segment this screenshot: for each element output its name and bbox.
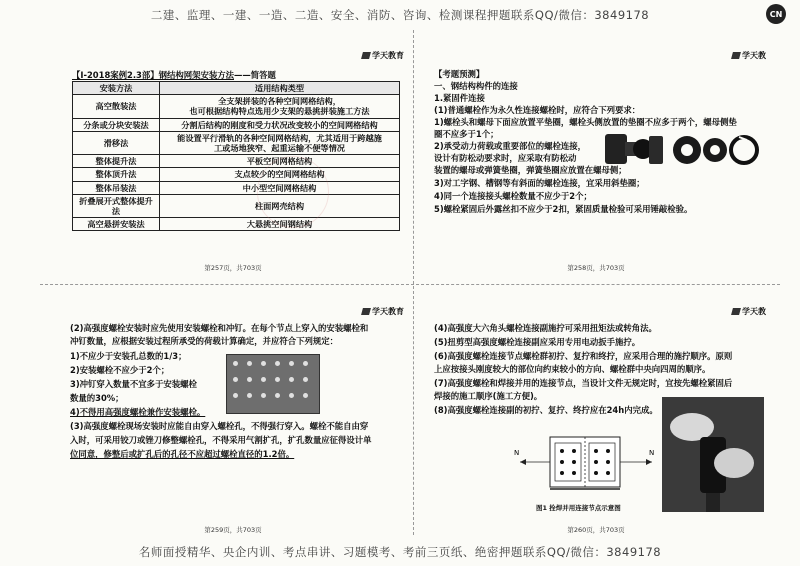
bottom-banner-text: 名师面授精华、央企内训、考点串讲、习题模考、考前三页纸、绝密押题联系QQ/微信：3849178: [138, 545, 662, 559]
brand-mark-icon: [731, 308, 741, 315]
watermark-stamp: [257, 156, 329, 228]
cell-structure: 支点较少的空间网格结构: [160, 168, 400, 181]
bolt-hole: [247, 361, 252, 366]
text-line: 装置的螺母或弹簧垫圈，弹簧垫圈应放置在螺母侧；: [434, 165, 627, 175]
text-line: 1)螺栓头和螺母下面应放置平垫圈，螺栓头侧放置的垫圈不应多于两个，螺母侧垫: [434, 117, 737, 127]
bolt-hole: [233, 377, 238, 382]
bolt-hole: [303, 361, 308, 366]
cell-structure: 能设置平行滑轨的各种空间网格结构，尤其适用于跨越施 工或场地狭窄、起重运输不便等情况: [160, 131, 400, 154]
bottom-banner: [0, 540, 800, 564]
install-method-table: [72, 81, 400, 231]
bolt-hole: [233, 393, 238, 398]
bolt-hole: [261, 393, 266, 398]
brand-mark-icon: [361, 52, 371, 59]
brand-logo: [362, 306, 404, 318]
cell-method: 高空散装法: [73, 95, 160, 118]
force-label-left: N: [514, 449, 520, 457]
text-line: 4)不得用高强度螺栓兼作安装螺栓。: [70, 407, 206, 417]
cell-structure: 全支架拼装的各种空间网格结构， 也可根据结构特点选用少支架的悬挑拼装施工方法: [160, 95, 400, 118]
text-line: 冲钉数量，应根据安装过程所承受的荷载计算确定，并应符合下列规定：: [70, 336, 338, 346]
text-line: (5)扭剪型高强度螺栓连接副应采用专用电动扳手施拧。: [434, 337, 641, 347]
table-row: [73, 118, 400, 131]
text-line: (3)高强度螺栓现场安装时应能自由穿入螺栓孔，不得强行穿入。螺栓不能自由穿: [70, 421, 369, 431]
spring-washer-icon: [731, 137, 757, 163]
brand-logo: [732, 50, 766, 62]
bolt-hole: [289, 377, 294, 382]
text-line: 设计有防松动要求时，应采取有防松动: [434, 153, 577, 163]
vertical-divider: [413, 30, 414, 535]
brand-name: 学天教: [742, 51, 766, 60]
table-row: [73, 218, 400, 231]
cell-method: 整体吊装法: [73, 181, 160, 194]
text-line: (1)普通螺栓作为永久性连接螺栓时，应符合下列要求：: [434, 105, 641, 115]
cell-structure: 柱面网壳结构: [160, 194, 400, 217]
top-banner-text: 二建、监理、一建、一造、二造、安全、消防、咨询、检测课程押题联系QQ/微信：3849178: [150, 8, 650, 22]
text-line: 2)承受动力荷载或重要部位的螺栓连接，: [434, 141, 587, 151]
brand-mark-icon: [731, 52, 741, 59]
text-line: (2)高强度螺栓安装时应先使用安装螺栓和冲钉。在每个节点上穿入的安装螺栓和: [70, 323, 369, 333]
bolt-weld-joint-diagram: [510, 427, 660, 502]
text-line: 上应按接头刚度较大的部位向约束较小的方向、螺栓群中央向四周的顺序。: [434, 364, 711, 374]
text-line: 入时，可采用铰刀或锉刀修整螺栓孔，不得采用气割扩孔，扩孔数量应征得设计单: [70, 435, 372, 445]
section-title: 一、钢结构构件的连接: [434, 81, 518, 91]
text-line: 3)冲钉穿入数量不宜多于安装螺栓: [70, 379, 197, 389]
text-line: 4)同一个连接接头螺栓数量不应少于2个；: [434, 191, 592, 201]
page-number: 第260页，共703页: [567, 526, 625, 534]
bolt-hole: [233, 361, 238, 366]
cell-structure: 平板空间网格结构: [160, 155, 400, 168]
washer-icon: [673, 136, 727, 164]
heading-suffix: ——简答题: [234, 70, 276, 80]
table-row: [73, 194, 400, 217]
figure-caption: 图1 拴焊并用连接节点示意图: [536, 504, 621, 512]
text-line: (4)高强度大六角头螺栓连接副施拧可采用扭矩法或转角法。: [434, 323, 657, 333]
text-line: 位同意，修整后或扩孔后的孔径不应超过螺栓直径的1.2倍。: [70, 449, 295, 459]
bolt-hole: [275, 361, 280, 366]
page-257: [62, 36, 404, 278]
table-row: [73, 95, 400, 118]
bolt-hole: [303, 377, 308, 382]
text-line: 圈不应多于1个；: [434, 129, 499, 139]
bolt-hole: [247, 393, 252, 398]
subsection-title: 1.紧固件连接: [434, 93, 485, 103]
text-line: 2)安装螺栓不应少于2个；: [70, 365, 170, 375]
bolt-hole: [261, 361, 266, 366]
hand-wrench-icon: [662, 397, 764, 512]
page-number: 第258页，共703页: [567, 264, 625, 272]
force-label-right: N: [649, 449, 655, 457]
page-number: 第257页，共703页: [204, 264, 262, 272]
cell-structure: 大悬挑空间钢结构: [160, 218, 400, 231]
brand-name: 学天教: [742, 307, 766, 316]
text-line: 3)对工字钢、槽钢等有斜面的螺栓连接，宜采用斜垫圈；: [434, 178, 645, 188]
heading-prefix: 【Ⅰ-2018案例2.3部】钢结构网架安装方法: [72, 70, 234, 80]
table-header-row: [73, 82, 400, 95]
text-line: (6)高强度螺栓连接节点螺栓群初拧、复拧和终拧，应采用合理的施拧顺序。原则: [434, 351, 733, 361]
page-258: [426, 36, 766, 278]
bolt-hole: [289, 393, 294, 398]
brand-mark-icon: [361, 308, 371, 315]
bolt-hole: [247, 377, 252, 382]
brand-name: 学天教育: [372, 51, 404, 60]
seal-icon: CN: [766, 4, 786, 24]
wrench-operation-photo: [662, 397, 764, 512]
text-line: 5)螺栓紧固后外露丝扣不应少于2扣，紧固质量检验可采用锤敲检验。: [434, 204, 693, 214]
text-line: 焊接的施工顺序(施工方便)。: [434, 391, 543, 401]
cell-structure: 中小型空间网格结构: [160, 181, 400, 194]
brand-logo: [732, 306, 766, 318]
table-row: [73, 181, 400, 194]
cell-method: 整体顶升法: [73, 168, 160, 181]
bolt-hole: [275, 377, 280, 382]
cell-method: 折叠展开式整体提升法: [73, 194, 160, 217]
bolt-photos: [599, 128, 761, 172]
section-heading: [72, 69, 276, 81]
brand-logo: [362, 50, 404, 62]
horizontal-divider: [40, 284, 780, 285]
text-line: 1)不应少于安装孔总数的1/3；: [70, 351, 187, 361]
bolt-hole: [289, 361, 294, 366]
cell-method: 滑移法: [73, 131, 160, 154]
tag-label: 【考题预测】: [434, 69, 485, 79]
col-header-method: 安装方法: [73, 82, 160, 95]
bolt-hole: [303, 393, 308, 398]
table-row: [73, 131, 400, 154]
cell-method: 整体提升法: [73, 155, 160, 168]
table-row: [73, 168, 400, 181]
page-number: 第259页，共703页: [204, 526, 262, 534]
cell-method: 分条或分块安装法: [73, 118, 160, 131]
top-banner: [0, 0, 800, 30]
text-line: (7)高强度螺栓和焊接并用的连接节点，当设计文件无规定时，宜按先螺栓紧固后: [434, 378, 733, 388]
page-259: [62, 292, 404, 538]
bolt-icon: [605, 134, 663, 164]
cell-structure: 分割后结构的刚度和受力状况改变较小的空间网格结构: [160, 118, 400, 131]
page-260: [426, 292, 766, 538]
col-header-structure: 适用结构类型: [160, 82, 400, 95]
brand-name: 学天教育: [372, 307, 404, 316]
table-row: [73, 155, 400, 168]
text-line: (8)高强度螺栓连接副的初拧、复拧、终拧应在24h内完成。: [434, 405, 658, 415]
bolt-hole: [261, 377, 266, 382]
bolt-hole: [275, 393, 280, 398]
cell-method: 高空悬拼安装法: [73, 218, 160, 231]
steel-plate-photo: [226, 354, 320, 414]
text-line: 数量的30%；: [70, 393, 124, 403]
